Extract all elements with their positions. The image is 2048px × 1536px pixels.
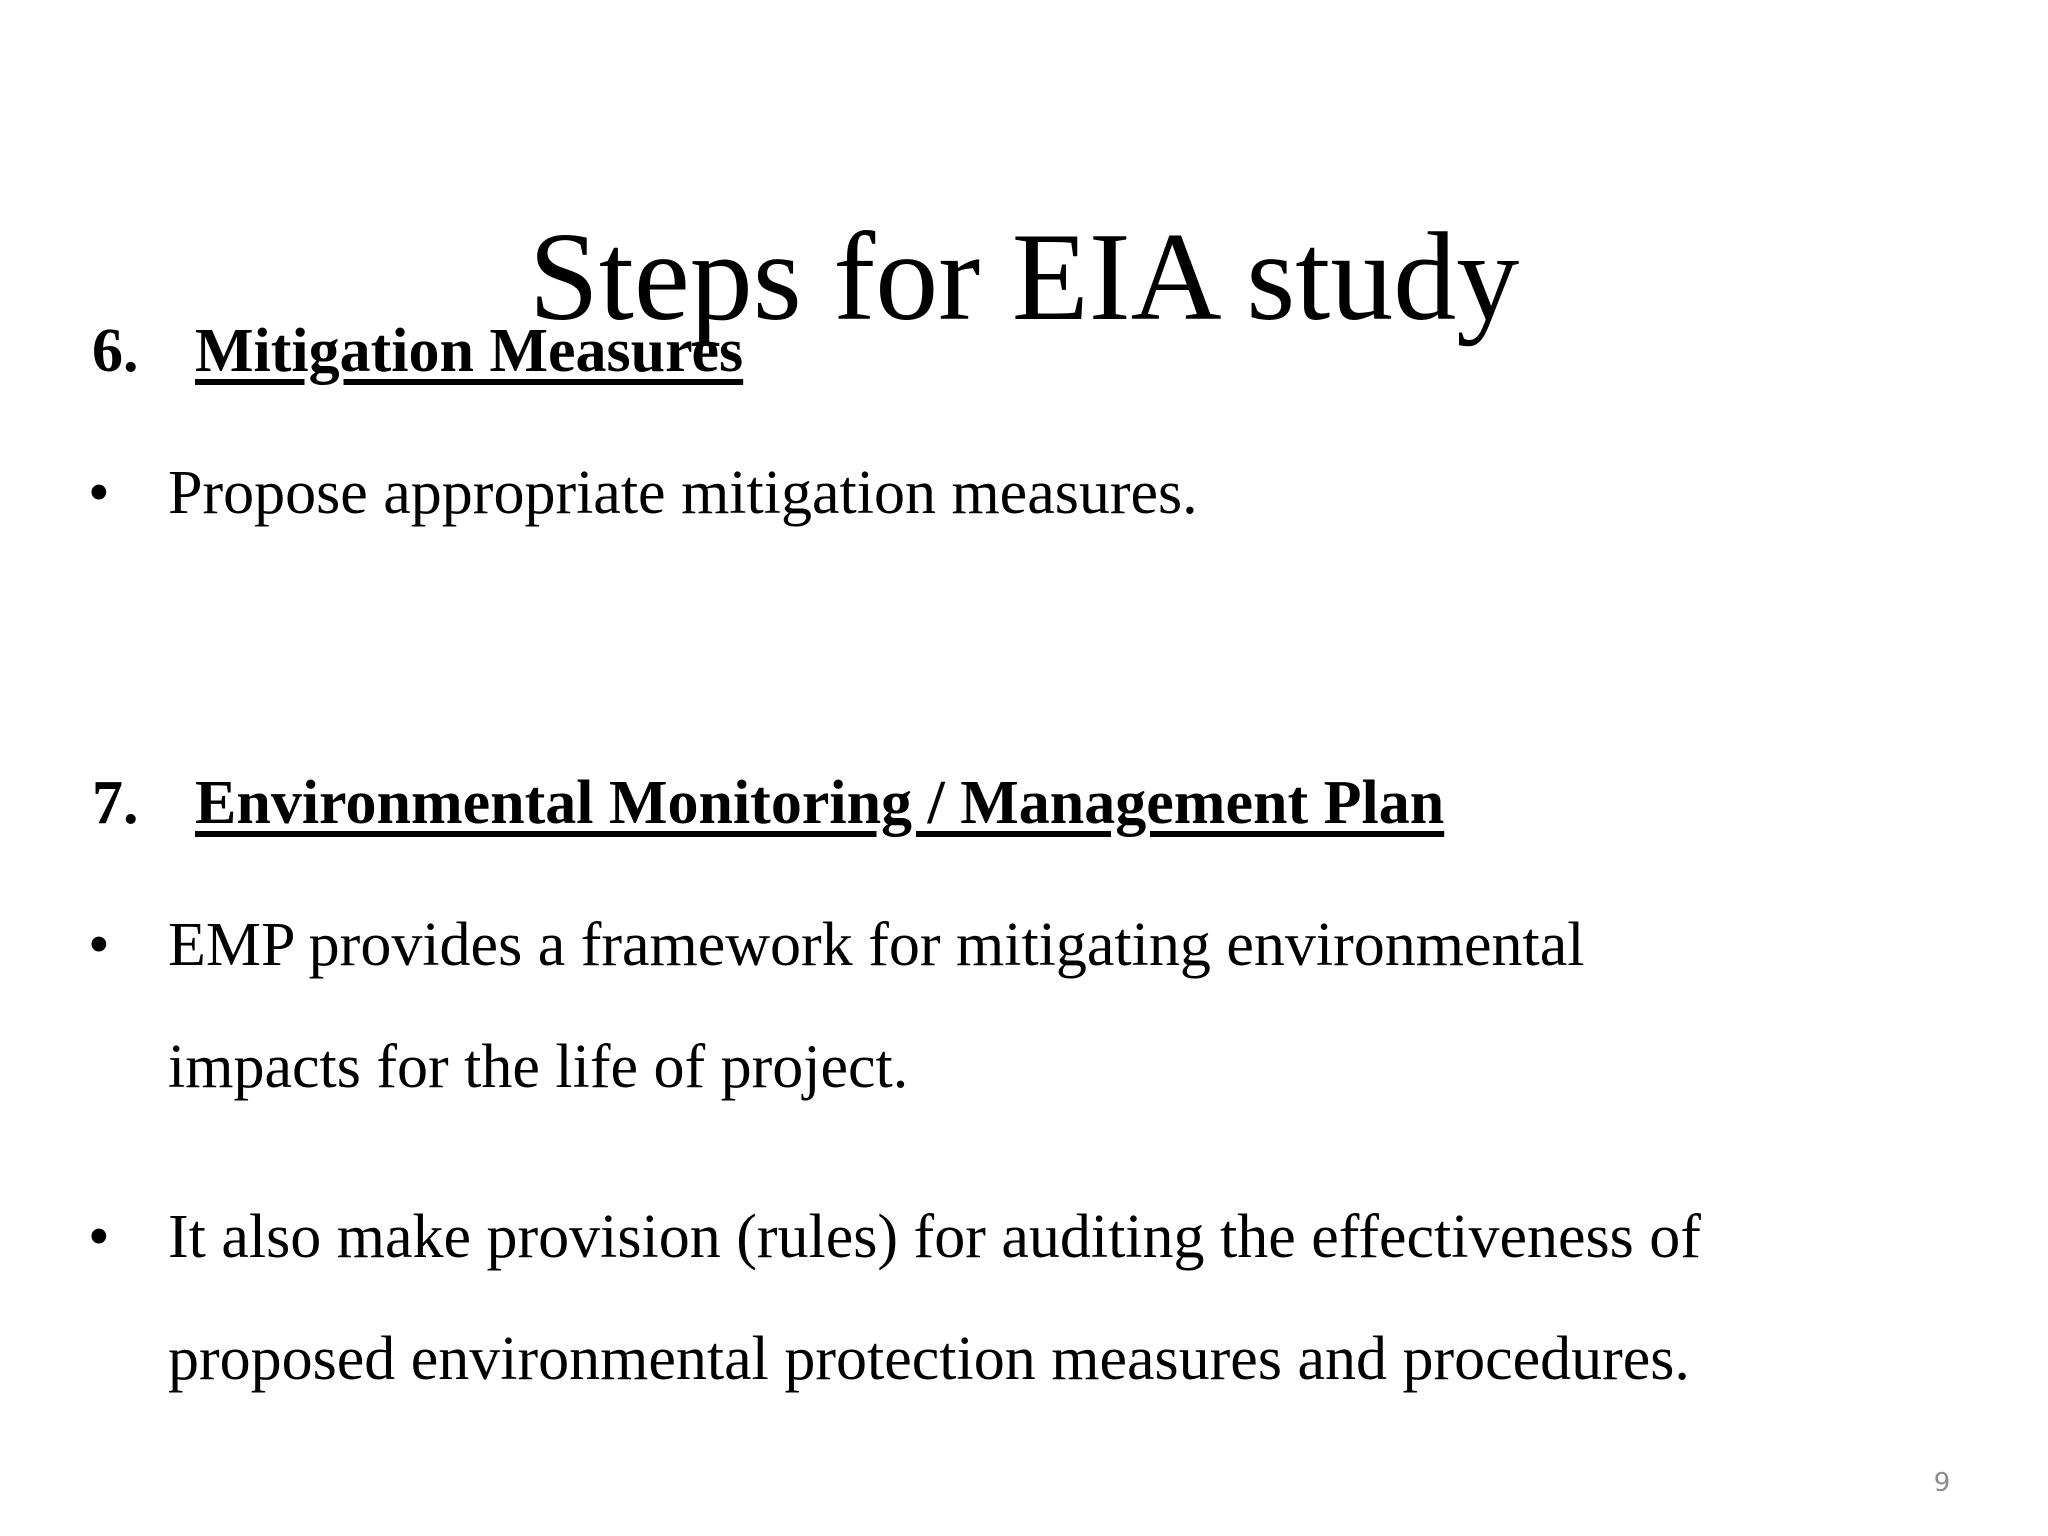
bullet-text-line: impacts for the life of project. — [168, 1033, 909, 1101]
bullet-text-line: EMP provides a framework for mitigating environmental — [168, 911, 1585, 979]
bullet-symbol: • — [88, 1203, 110, 1271]
section-heading-label: Environmental Monitoring / Management Plan — [195, 769, 1445, 837]
section-heading-mitigation — [92, 316, 743, 386]
section-number: 6. — [92, 317, 139, 385]
slide-title: Steps for EIA study — [528, 208, 1520, 348]
bullet-text-line: It also make provision (rules) for auditing the effectiveness of — [168, 1203, 1701, 1271]
bullet-text-line: proposed environmental protection measures and procedures. — [168, 1325, 1690, 1393]
section-number: 7. — [92, 769, 139, 837]
page-number: 9 — [1933, 1468, 1951, 1498]
bullet-item — [88, 884, 1988, 1128]
bullet-item — [88, 432, 1988, 554]
section-heading-label: Mitigation Measures — [195, 317, 744, 385]
bullet-symbol: • — [88, 911, 110, 979]
bullet-symbol: • — [88, 459, 110, 527]
bullet-item — [88, 1176, 1988, 1420]
section-heading-monitoring-plan — [92, 768, 1444, 838]
bullet-text-line: Propose appropriate mitigation measures. — [168, 459, 1198, 527]
